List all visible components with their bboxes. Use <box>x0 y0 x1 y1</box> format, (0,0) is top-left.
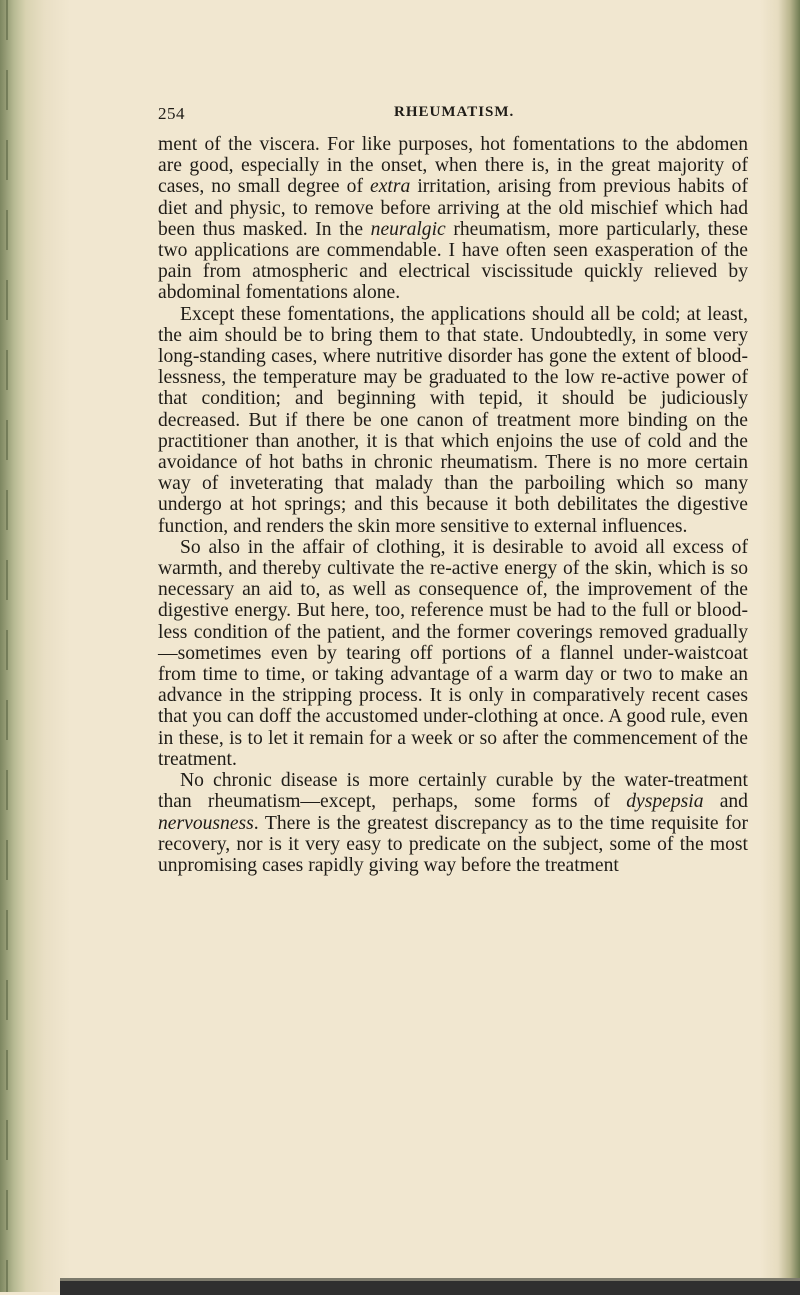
body-text <box>158 134 748 876</box>
page-edge-shadow <box>760 0 800 1292</box>
text-span: Except these fomentations, the applications should all be cold; at least, the aim should be to bring them to that state. Undoubtedly, in some very long-standing cases, where nutritive disorder has gone the extent of bloodlessness, the temperature may be graduated to the low re-active power of that condition; and beginning with tepid, it should be judiciously decreased. But if there be one canon of treatment more binding on the practitioner than another, it is that which enjoins the use of cold and the avoidance of hot baths in chronic rheumatism. There is no more certain way of inveterating that malady than the parboiling which so many undergo at hot springs; and this because it both debilitates the digestive function, and renders the skin more sensitive to external influences. <box>158 303 748 537</box>
page-number: 254 <box>158 104 185 123</box>
running-head: RHEUMATISM. <box>394 104 515 120</box>
italic-span: nervousness <box>158 812 254 834</box>
text-span: So also in the affair of clothing, it is desirable to avoid all excess of warmth, and thereby cultivate the re-active energy of the skin, which is so necessary an aid to, as well as consequence of, the improvement of the digestive energy. But here, too, reference must be had to the full or bloodless condition of the patient, and the former coverings removed gradually—sometimes even by tearing off portions of a flannel under-waistcoat from time to time, or taking advantage of a warm day or two to make an advance in the stripping process. It is only in comparatively recent cases that you can doff the accustomed under-clothing at once. A good rule, even in these, is to let it remain for a week or so after the commencement of the treatment. <box>158 536 748 770</box>
paragraph-2 <box>158 304 748 537</box>
paragraph-1 <box>158 134 748 304</box>
text-span: No chronic disease is more certainly curable by the water-treatment than rheumatism—except, perhaps, some forms of <box>158 770 748 813</box>
text-span: irritation, arising from previous habits of diet and physic, to remove before arriving at the old mischief which had been thus masked. In the <box>158 176 748 240</box>
paragraph-3 <box>158 537 748 770</box>
book-spine-shadow <box>0 0 70 1292</box>
paragraph-4 <box>158 770 748 876</box>
scan-bottom-edge <box>60 1278 800 1295</box>
text-span: ment of the viscera. For like purposes, hot fomentations to the abdomen are good, especially in the onset, when there is, in the great majority of cases, no small degree of <box>158 134 748 198</box>
text-span: rheumatism, more particularly, these two applications are commendable. I have often seen exasperation of the pain from atmospheric and electrical viscissitude quickly relieved by abdominal fomentations alone. <box>158 218 748 304</box>
text-span: and <box>703 791 748 813</box>
text-span: . There is the greatest discrepancy as to the time requisite for recovery, nor is it very easy to predicate on the subject, some of the most unpromising cases rapidly giving way before the treatment <box>158 812 748 876</box>
italic-span: extra <box>370 176 411 198</box>
book-page <box>158 90 748 876</box>
italic-span: neuralgic <box>370 218 446 240</box>
italic-span: dyspepsia <box>626 791 704 813</box>
page-header <box>158 90 748 123</box>
